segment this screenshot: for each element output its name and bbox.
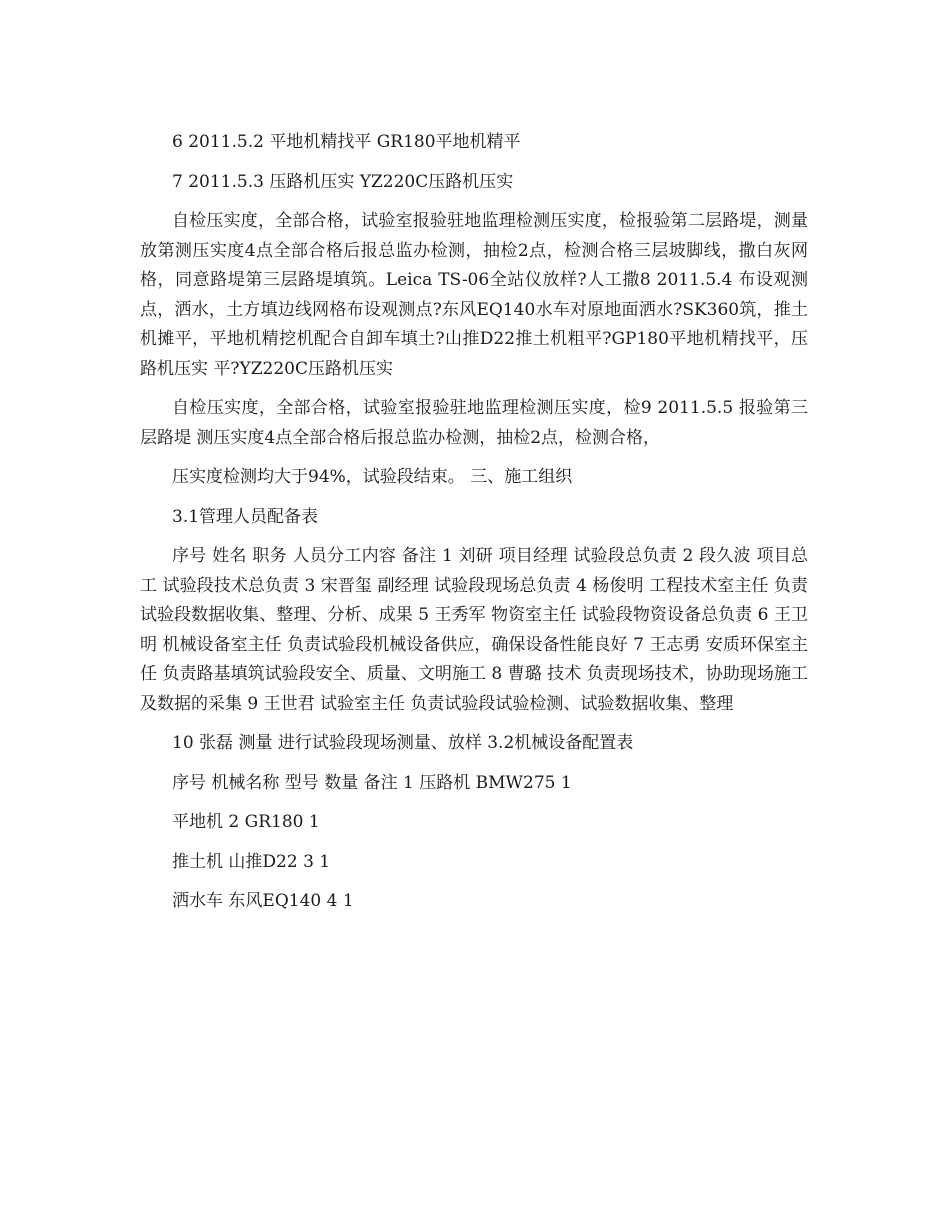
paragraph-section-3-heading: 压实度检测均大于94%，试验段结束。 三、施工组织 [172, 467, 573, 487]
paragraph-equipment-header: 序号 机械名称 型号 数量 备注 1 压路机 BMW275 1 [172, 772, 572, 793]
paragraph-schedule-row-8: 自检压实度，全部合格，试验室报验驻地监理检测压实度，检报验第二层路堤，测量放第测压实度4点全部合格后报总监办检测，抽检2点，检测合格三层坡脚线，撒白灰网格，同意路堤第三层路堤填筑。Leica TS-06全站仪放样?人工撒8 2011.5.4 布设观测点，洒水，土方填边线网格布设观测点?东风EQ140水车对原地面洒水?SK360筑，推土机摊平，平地机精挖机配合自卸车填土?山推D22推土机粗平?GP180平地机精找平，压路机压实 平?YZ220C压路机压实 [140, 211, 808, 379]
paragraph-schedule-row-9: 自检压实度，全部合格，试验室报验驻地监理检测压实度，检9 2011.5.5 报验第三层路堤 测压实度4点全部合格后报总监办检测，抽检2点，检测合格， [140, 398, 808, 448]
paragraph-equipment-grader: 平地机 2 GR180 1 [172, 812, 320, 832]
document-body [140, 128, 808, 927]
paragraph-equipment-bulldozer: 推土机 山推D22 3 1 [172, 851, 331, 872]
paragraph-staff-row-10: 10 张磊 测量 进行试验段现场测量、放样 3.2机械设备配置表 [172, 733, 634, 753]
paragraph-staff-table: 序号 姓名 职务 人员分工内容 备注 1 刘研 项目经理 试验段总负责 2 段久波 项目总工 试验段技术总负责 3 宋晋玺 副经理 试验段现场总负责 4 杨俊明 工程技术室主任 负责试验段数据收集、整理、分析、成果 5 王秀军 物资室主任 试验段物资设备总负责 6 王卫明 机械设备室主任 负责试验段机械设备供应，确保设备性能良好 7 王志勇 安质环保室主任 负责路基填筑试验段安全、质量、文明施工 8 曹璐 技术 负责现场技术，协助现场施工及数据的采集 9 王世君 试验室主任 负责试验段试验检测、试验数据收集、整理 [140, 546, 808, 714]
paragraph-table-3-1-title: 3.1管理人员配备表 [172, 506, 319, 527]
paragraph-schedule-row-7: 7 2011.5.3 压路机压实 YZ220C压路机压实 [172, 171, 514, 192]
paragraph-equipment-water-truck: 洒水车 东风EQ140 4 1 [172, 891, 354, 911]
paragraph-schedule-row-6: 6 2011.5.2 平地机精找平 GR180平地机精平 [172, 132, 521, 152]
